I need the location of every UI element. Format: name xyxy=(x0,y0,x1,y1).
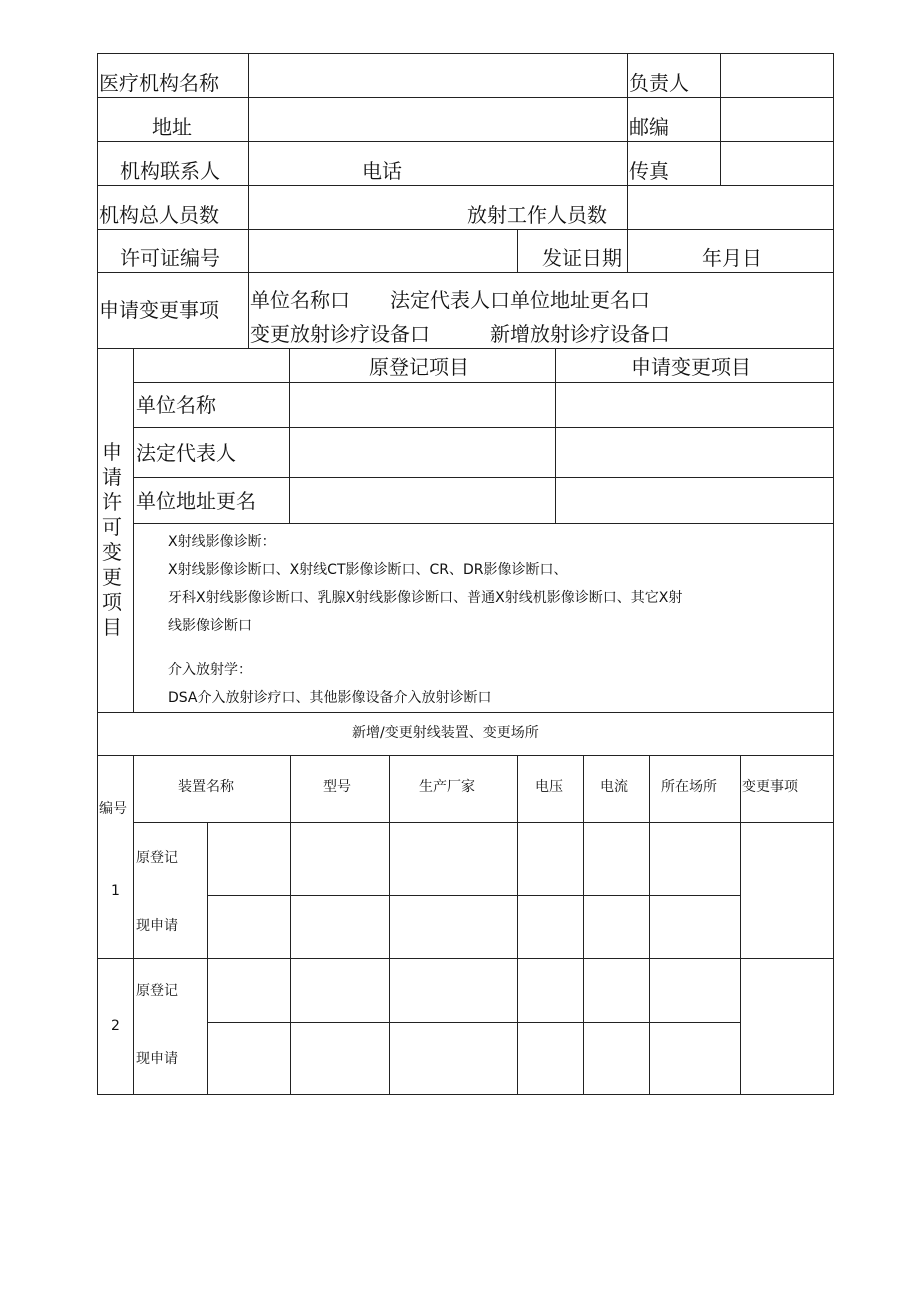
change-row-address: 单位地址更名 xyxy=(136,489,256,513)
col-divider xyxy=(289,348,290,523)
fax-field[interactable] xyxy=(722,143,832,184)
responsible-label: 负责人 xyxy=(629,71,689,95)
change-items-label: 申请变更事项 xyxy=(99,298,219,322)
license-no-label: 许可证编号 xyxy=(120,246,220,270)
col-divider xyxy=(740,755,741,1094)
xray-options-line1[interactable]: X射线影像诊断口、X射线CT影像诊断口、CR、DR影像诊断口、 xyxy=(168,562,568,578)
change-options-line1[interactable]: 单位名称口 法定代表人口单位地址更名口 xyxy=(250,288,650,312)
postcode-label: 邮编 xyxy=(629,115,669,139)
requested-legal-rep-field[interactable] xyxy=(557,429,832,476)
table-border-left xyxy=(97,53,98,1095)
row-divider xyxy=(97,712,834,713)
table-border-top xyxy=(97,53,834,54)
issue-date-format: 年月日 xyxy=(702,246,762,270)
row-divider xyxy=(97,141,834,142)
row-divider xyxy=(133,822,834,823)
row-divider xyxy=(97,97,834,98)
col-divider xyxy=(720,53,721,185)
col-divider xyxy=(627,53,628,272)
radiation-staff-label: 放射工作人员数 xyxy=(467,203,607,227)
device-entry-current-label: 现申请 xyxy=(136,918,178,934)
col-divider xyxy=(290,755,291,1094)
row-divider xyxy=(97,755,834,756)
requested-header: 申请变更项目 xyxy=(631,355,751,379)
original-legal-rep-field[interactable] xyxy=(291,429,554,476)
col-header-no: 编号 xyxy=(99,801,127,817)
license-no-field[interactable] xyxy=(250,231,516,271)
col-divider xyxy=(133,755,134,1094)
change-row-legal-rep: 法定代表人 xyxy=(136,441,236,465)
col-header-model: 型号 xyxy=(323,779,351,795)
row-divider xyxy=(207,1022,741,1023)
address-field[interactable] xyxy=(250,99,626,140)
change-options-line2[interactable]: 变更放射诊疗设备口 新增放射诊疗设备口 xyxy=(250,322,670,346)
original-header: 原登记项目 xyxy=(369,355,469,379)
col-divider xyxy=(207,822,208,1094)
org-name-field[interactable] xyxy=(250,55,626,96)
col-divider xyxy=(555,348,556,523)
org-name-label: 医疗机构名称 xyxy=(99,71,219,95)
row-divider xyxy=(133,523,834,524)
radiation-staff-field[interactable] xyxy=(629,187,832,228)
original-unit-name-field[interactable] xyxy=(291,384,554,426)
intervention-options[interactable]: DSA介入放射诊疗口、其他影像设备介入放射诊断口 xyxy=(168,690,492,706)
requested-unit-name-field[interactable] xyxy=(557,384,832,426)
col-divider xyxy=(517,755,518,1094)
device-entry-no: 2 xyxy=(111,1018,120,1034)
intervention-title: 介入放射学： xyxy=(168,662,252,678)
row-divider xyxy=(133,382,834,383)
col-divider xyxy=(517,229,518,272)
devices-section-title: 新增/变更射线装置、变更场所 xyxy=(352,725,539,741)
row-divider xyxy=(133,477,834,478)
contact-label: 机构联系人 xyxy=(120,159,220,183)
row-divider xyxy=(97,348,834,349)
change-section-side-label: 申请许可变更项目 xyxy=(102,440,122,639)
col-divider xyxy=(389,755,390,1094)
xray-title: X射线影像诊断： xyxy=(168,534,276,550)
col-header-current: 电流 xyxy=(600,779,628,795)
requested-address-field[interactable] xyxy=(557,479,832,522)
row-divider xyxy=(97,229,834,230)
table-border-bottom xyxy=(97,1094,834,1095)
issue-date-label: 发证日期 xyxy=(542,246,622,270)
xray-options-line2[interactable]: 牙科X射线影像诊断口、乳腺X射线影像诊断口、普通X射线机影像诊断口、其它X射 xyxy=(168,590,683,606)
row-divider xyxy=(97,185,834,186)
device-entry-original-label: 原登记 xyxy=(136,983,178,999)
fax-label: 传真 xyxy=(629,159,669,183)
col-header-voltage: 电压 xyxy=(535,779,563,795)
table-border-right xyxy=(833,53,834,1095)
col-divider xyxy=(248,53,249,348)
total-staff-label: 机构总人员数 xyxy=(99,203,219,227)
row-divider xyxy=(97,272,834,273)
responsible-field[interactable] xyxy=(722,55,832,96)
change-row-unit-name: 单位名称 xyxy=(136,393,216,417)
col-divider xyxy=(583,755,584,1094)
col-header-name: 装置名称 xyxy=(178,779,234,795)
col-header-maker: 生产厂家 xyxy=(419,779,475,795)
xray-options-line3[interactable]: 线影像诊断口 xyxy=(168,618,252,634)
phone-label: 电话 xyxy=(362,159,402,183)
device-entry-current-label: 现申请 xyxy=(136,1051,178,1067)
col-header-site: 所在场所 xyxy=(661,779,717,795)
device-entry-no: 1 xyxy=(111,883,120,899)
device-entry-original-label: 原登记 xyxy=(136,850,178,866)
postcode-field[interactable] xyxy=(722,99,832,140)
original-address-field[interactable] xyxy=(291,479,554,522)
col-divider xyxy=(133,348,134,712)
address-label: 地址 xyxy=(152,115,192,139)
row-divider xyxy=(207,895,741,896)
col-divider xyxy=(649,755,650,1094)
col-header-change-item: 变更事项 xyxy=(742,779,798,795)
row-divider xyxy=(133,427,834,428)
